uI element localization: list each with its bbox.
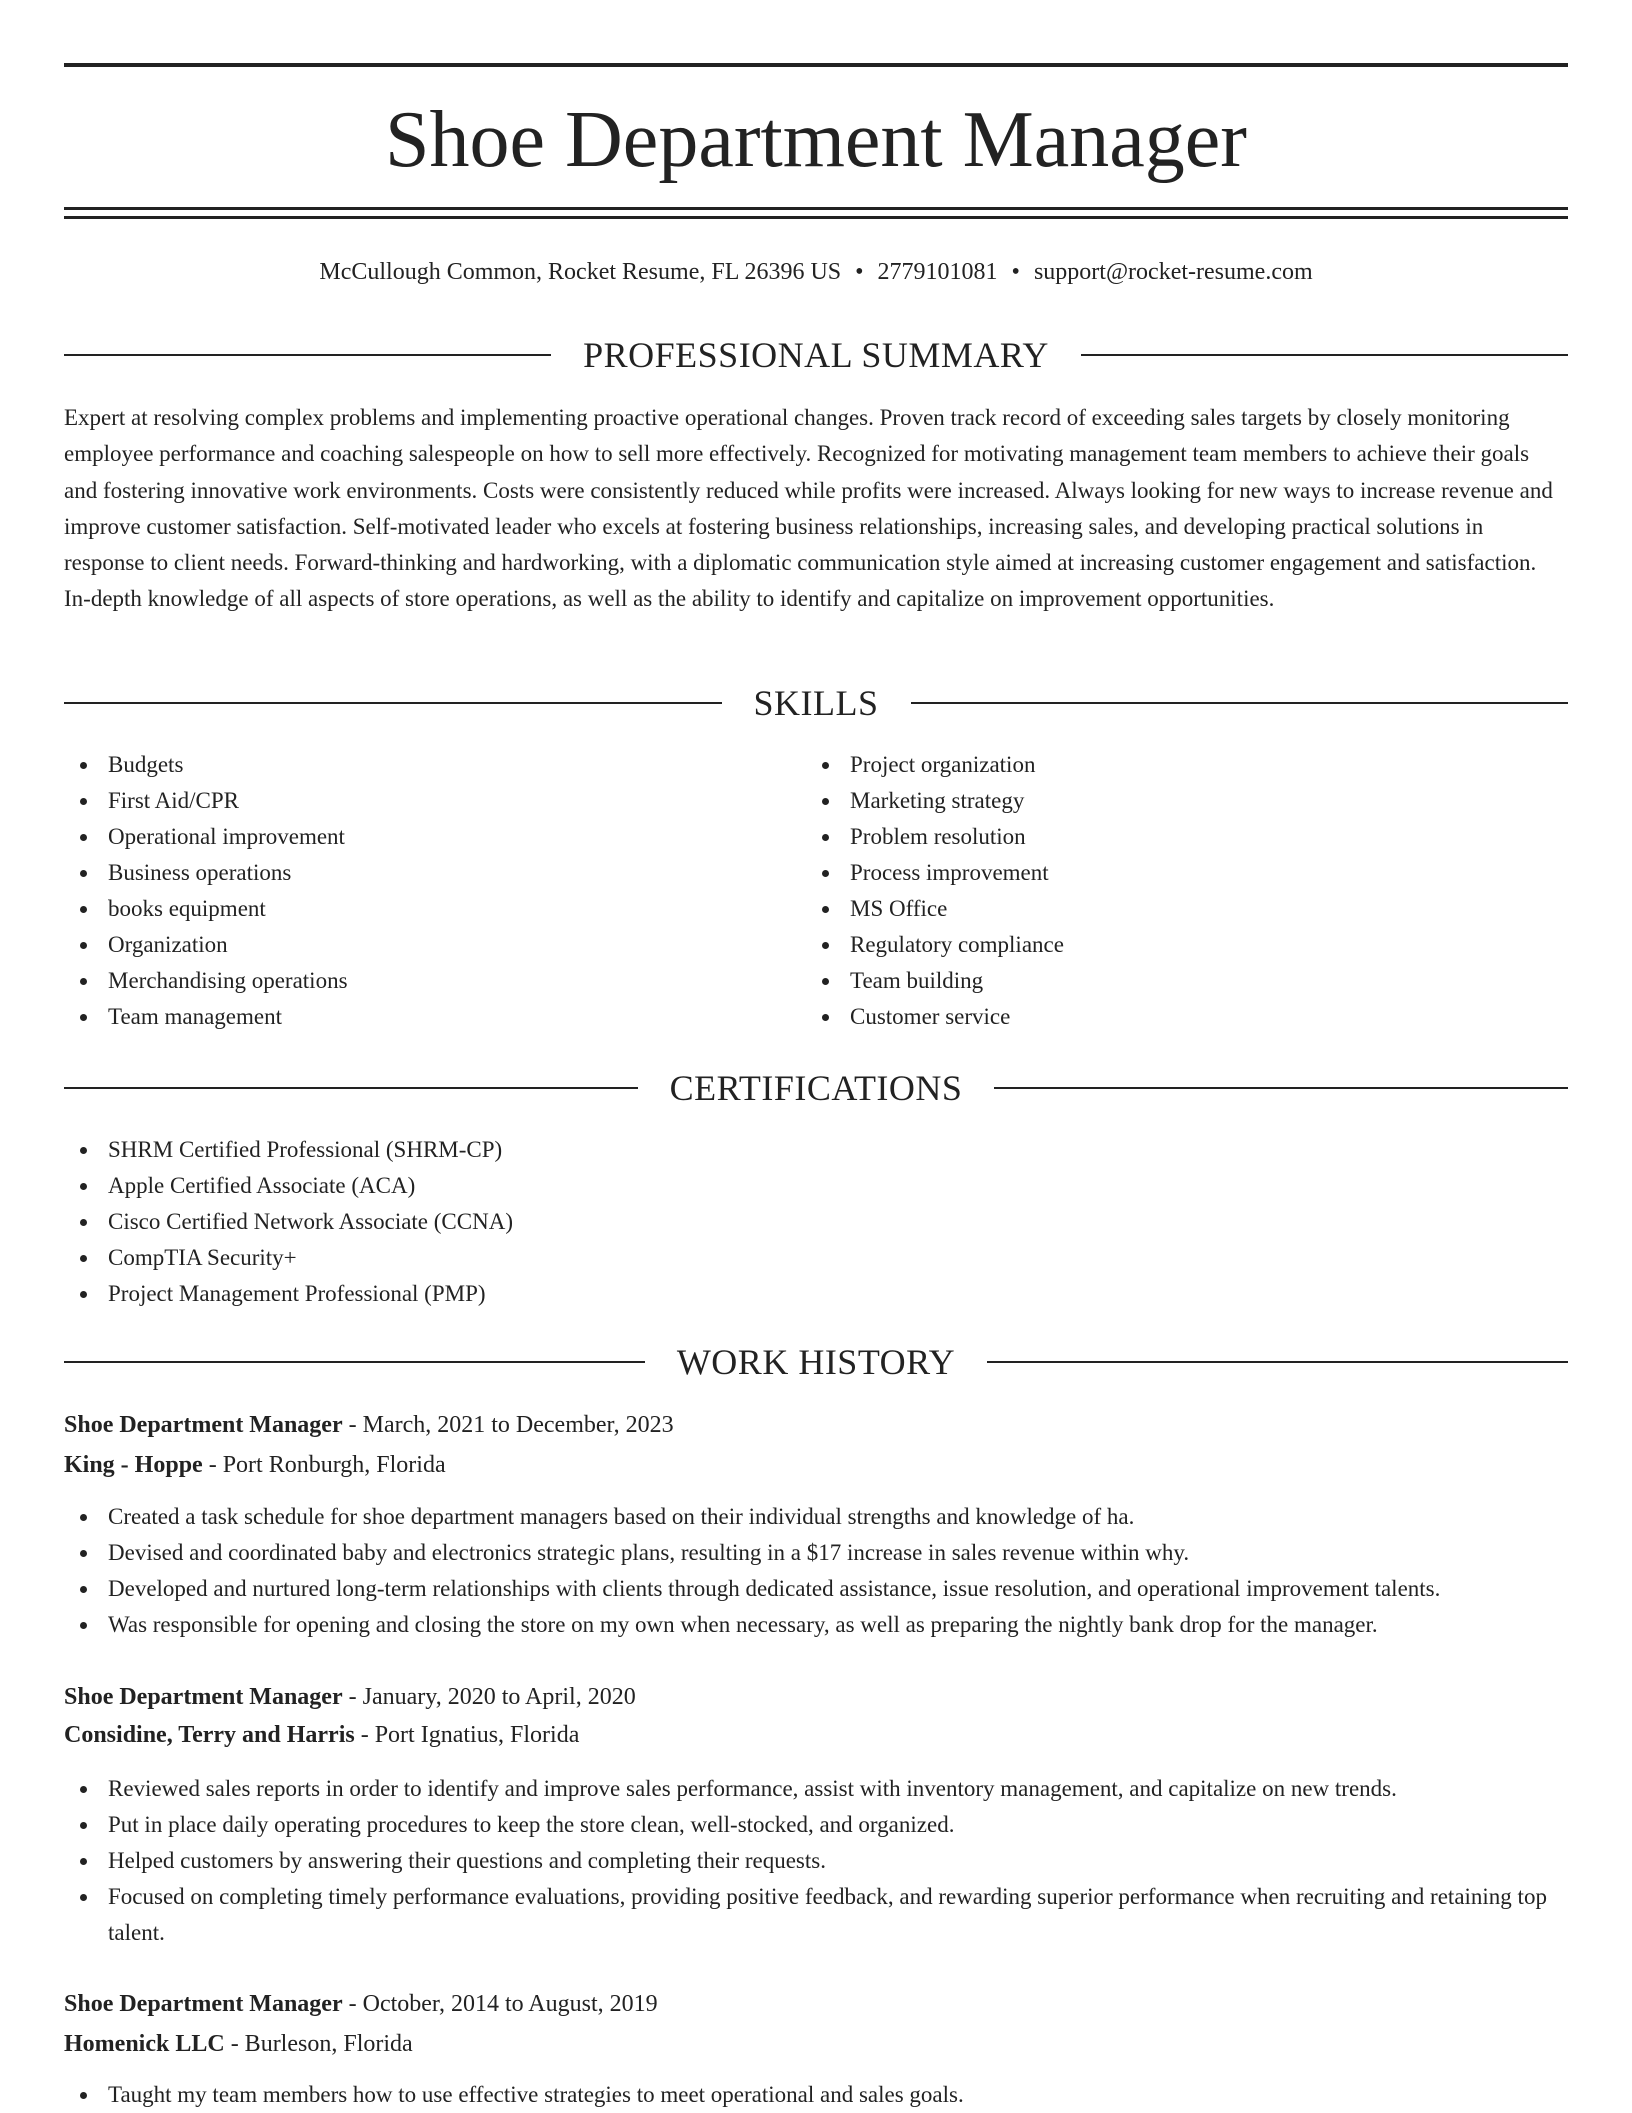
heading-rule [994, 1087, 1568, 1089]
job-bullets [64, 1499, 1568, 1643]
job-company-line [64, 2026, 1568, 2062]
job-role: Shoe Department Manager [64, 1412, 343, 1438]
job-dates: - October, 2014 to August, 2019 [342, 1991, 658, 2017]
contact-address: McCullough Common, Rocket Resume, FL 26396 US [319, 259, 842, 285]
job-role: Shoe Department Manager [64, 1991, 343, 2017]
job-role-line [64, 1986, 1568, 2022]
job-company: Homenick LLC [64, 2031, 225, 2057]
skill-item: MS Office [806, 891, 1506, 927]
heading-rule [1081, 354, 1568, 356]
section-heading-summary [64, 333, 1568, 377]
skill-item: Operational improvement [64, 819, 764, 855]
skill-item: Regulatory compliance [806, 927, 1506, 963]
heading-rule [987, 1361, 1568, 1363]
skill-item: Project organization [806, 747, 1506, 783]
job-location: - Port Ignatius, Florida [354, 1722, 580, 1748]
section-title: WORK HISTORY [676, 1342, 956, 1382]
certification-item: Apple Certified Associate (ACA) [64, 1168, 1568, 1204]
job-bullets [64, 1771, 1568, 1951]
job-bullet: Devised and coordinated baby and electronics strategic plans, resulting in a $17 increase in sales revenue within why. [64, 1535, 1568, 1571]
heading-rule [911, 702, 1569, 704]
header-bottom-rule [64, 207, 1568, 210]
job-dates: - March, 2021 to December, 2023 [342, 1412, 674, 1438]
skill-item: Team building [806, 963, 1506, 999]
heading-rule [64, 1087, 638, 1089]
skill-item: Organization [64, 927, 764, 963]
section-title: PROFESSIONAL SUMMARY [583, 335, 1049, 375]
job-bullet: Reviewed sales reports in order to identify and improve sales performance, assist with inventory management, and capitalize on new trends. [64, 1771, 1568, 1807]
page-title: Shoe Department Manager [385, 96, 1247, 184]
job-company-line [64, 1717, 1568, 1753]
skill-item: Process improvement [806, 855, 1506, 891]
certification-item: SHRM Certified Professional (SHRM-CP) [64, 1132, 1568, 1168]
contact-separator: • [855, 259, 864, 285]
certification-item: Project Management Professional (PMP) [64, 1276, 1568, 1312]
skill-item: books equipment [64, 891, 764, 927]
job-bullet: Helped customers by answering their questions and completing their requests. [64, 1843, 1568, 1879]
contact-phone: 2779101081 [877, 259, 998, 285]
skill-item: Marketing strategy [806, 783, 1506, 819]
skill-item: Team management [64, 999, 764, 1035]
job-dates: - January, 2020 to April, 2020 [342, 1684, 636, 1710]
certification-item: CompTIA Security+ [64, 1240, 1568, 1276]
heading-rule [64, 1361, 645, 1363]
job-bullet: Focused on completing timely performance evaluations, providing positive feedback, and rewarding superior performance when recruiting and retaining top talent. [64, 1879, 1568, 1951]
header-bottom-rule-2 [64, 216, 1568, 219]
summary-text: Expert at resolving complex problems and implementing proactive operational changes. Proven track record of exceeding sales targets by closely monitoring employee performance and coaching salespeople on how to sell more effectively. Recognized for motivating management team members to achieve their goals and fostering innovative work environments. Costs were consistently reduced while profits were increased. Always looking for new ways to increase revenue and improve customer satisfaction. Self-motivated leader who excels at fostering business relationships, increasing sales, and developing practical solutions in response to client needs. Forward-thinking and hardworking, with a diplomatic communication style aimed at increasing customer engagement and satisfaction. In-depth knowledge of all aspects of store operations, as well as the ability to identify and capitalize on improvement opportunities. [64, 405, 1553, 612]
job-bullets [64, 2077, 1568, 2113]
job-bullet: Created a task schedule for shoe department managers based on their individual strengths and knowledge of ha. [64, 1499, 1568, 1535]
job-location: - Burleson, Florida [224, 2031, 413, 2057]
section-title: CERTIFICATIONS [669, 1068, 963, 1108]
contact-email: support@rocket-resume.com [1033, 259, 1313, 285]
job-company-line [64, 1447, 1568, 1483]
section-title: SKILLS [753, 683, 879, 723]
certification-item: Cisco Certified Network Associate (CCNA) [64, 1204, 1568, 1240]
section-heading-certifications [64, 1066, 1568, 1110]
job-role-line [64, 1679, 1568, 1715]
job-bullet: Was responsible for opening and closing the store on my own when necessary, as well as preparing the nightly bank drop for the manager. [64, 1607, 1568, 1643]
job-company: King - Hoppe [64, 1452, 203, 1478]
job-bullet: Developed and nurtured long-term relationships with clients through dedicated assistance, issue resolution, and operational improvement talents. [64, 1571, 1568, 1607]
skill-item: Business operations [64, 855, 764, 891]
contact-separator: • [1011, 259, 1020, 285]
job-role-line [64, 1407, 1568, 1443]
skills-list-left [64, 747, 764, 1035]
certifications-list [64, 1132, 1568, 1312]
header-top-rule [64, 63, 1568, 67]
skill-item: Problem resolution [806, 819, 1506, 855]
contact-line [64, 254, 1568, 290]
skill-item: Customer service [806, 999, 1506, 1035]
skills-list-right [806, 747, 1506, 1035]
skill-item: Merchandising operations [64, 963, 764, 999]
section-heading-work-history [64, 1340, 1568, 1384]
heading-rule [64, 702, 722, 704]
job-location: - Port Ronburgh, Florida [202, 1452, 446, 1478]
job-company: Considine, Terry and Harris [64, 1722, 355, 1748]
job-role: Shoe Department Manager [64, 1684, 343, 1710]
job-bullet: Put in place daily operating procedures to keep the store clean, well-stocked, and organized. [64, 1807, 1568, 1843]
section-heading-skills [64, 681, 1568, 725]
skill-item: First Aid/CPR [64, 783, 764, 819]
heading-rule [64, 354, 551, 356]
skill-item: Budgets [64, 747, 764, 783]
job-bullet: Taught my team members how to use effective strategies to meet operational and sales goals. [64, 2077, 1568, 2113]
